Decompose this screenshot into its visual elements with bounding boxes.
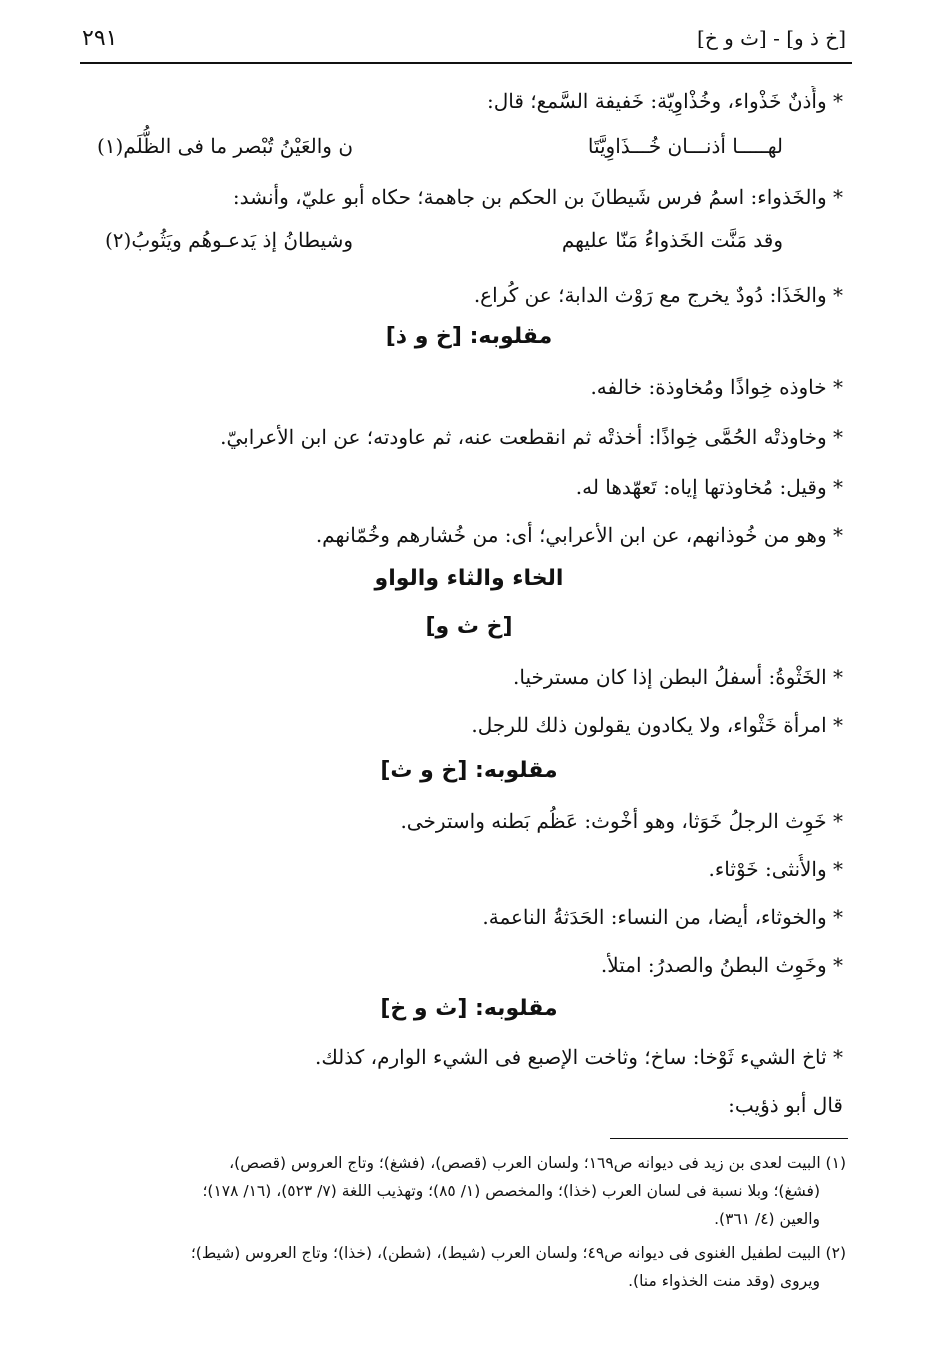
entry-line: * والخَذواء: اسمُ فرس شَيطانَ بن الحكم بن جاهمة؛ حكاه أبو عليّ، وأنشد: [232, 185, 843, 209]
entry-line: * والخوثاء، أيضا، من النساء: الحَدَثةُ الناعمة. [482, 905, 843, 929]
entry-line: * خَوِث الرجلُ خَوَثا، وهو أخْوث: عَظُم بَطنه واسترخى. [400, 809, 843, 833]
entry-line: * ثاخ الشيء ثَوْخا: ساخ؛ وثاخت الإصبع فى الشيء الوارم، كذلك. [314, 1045, 843, 1069]
footnote-rule [610, 1138, 848, 1139]
page-number: ٢٩١ [82, 26, 118, 51]
verse-hemistich-second: ن والعَيْنُ تُبْصر ما فى الظُّلَم(١) [96, 134, 353, 158]
entry-line: * خاوذه خِواذًا ومُخاوذة: خالفه. [590, 375, 843, 399]
section-heading: مقلوبه: [ث و خ] [380, 996, 558, 1021]
entry-line: * والأُنثى: خَوْثاء. [708, 857, 843, 881]
footnote-line: (٢) البيت لطفيل الغنوى فى ديوانه ص٤٩؛ ولسان العرب (شيط)، (شطن)، (خذا)؛ وتاج العروس (شيط)؛ [190, 1244, 846, 1262]
verse-hemistich-second: وشيطانُ إذ يَدعـوهُم ويَثُوبُ(٢) [104, 228, 353, 252]
footnote-line: (فشغ)؛ وبلا نسبة فى لسان العرب (خذا)؛ والمخصص (١/ ٨٥)؛ وتهذيب اللغة (٧/ ٥٢٣)، (١٦/ ١٧٨)؛ [202, 1182, 820, 1200]
entry-line: * امرأة خَثْواء، ولا يكادون يقولون ذلك للرجل. [471, 713, 843, 737]
verse-hemistich-first: لهـــــا أذنـــان خُـــذَاوِيَّتَا [587, 134, 783, 158]
verse-hemistich-first: وقد مَنَّت الخَذواءُ مَنّا عليهم [561, 228, 783, 252]
entry-line: * وقيل: مُخاوذتها إياه: تَعهّدها له. [575, 475, 843, 499]
verse-line [80, 134, 843, 168]
header-rule [80, 62, 852, 64]
entry-line: * والخَذَا: دُودٌ يخرج مع رَوْث الدابة؛ عن كُراع. [473, 283, 843, 307]
verse-line [80, 228, 843, 262]
entry-line: * وخاوذتْه الحُمَّى خِواذًا: أخذتْه ثم انقطعت عنه، ثم عاودته؛ عن ابن الأعرابيّ. [220, 425, 843, 449]
entry-line: * الخَثْوةُ: أسفلُ البطن إذا كان مسترخيا. [513, 665, 843, 689]
footnote-line: والعين (٤/ ٣٦١). [714, 1210, 820, 1228]
entry-line: * وأُذنٌ خَذْواء، وخُذْاوِيّة: خَفيفة السَّمع؛ قال: [487, 89, 843, 113]
footnote-line: (١) البيت لعدى بن زيد فى ديوانه ص١٦٩؛ ولسان العرب (قصص)، (فشغ)؛ وتاج العروس (قصص)، [229, 1154, 846, 1172]
entry-line: قال أبو ذؤيب: [728, 1093, 843, 1117]
footnote-line: ويروى (وقد منت الخذواء منا). [628, 1272, 820, 1290]
running-header: [خ ذ و] - [ث و خ] [697, 26, 846, 50]
entry-line: * وخَوِث البطنُ والصدرُ: امتلأ. [600, 953, 843, 977]
entry-line: * وهو من خُوذانهم، عن ابن الأعرابي؛ أى: من خُشارهم وخُمّانهم. [315, 523, 843, 547]
section-heading: الخاء والثاء والواو [374, 566, 564, 591]
section-heading: [خ ث و] [425, 614, 513, 639]
section-heading: مقلوبه: [خ و ث] [380, 758, 558, 783]
section-heading: مقلوبه: [خ و ذ] [385, 324, 553, 349]
